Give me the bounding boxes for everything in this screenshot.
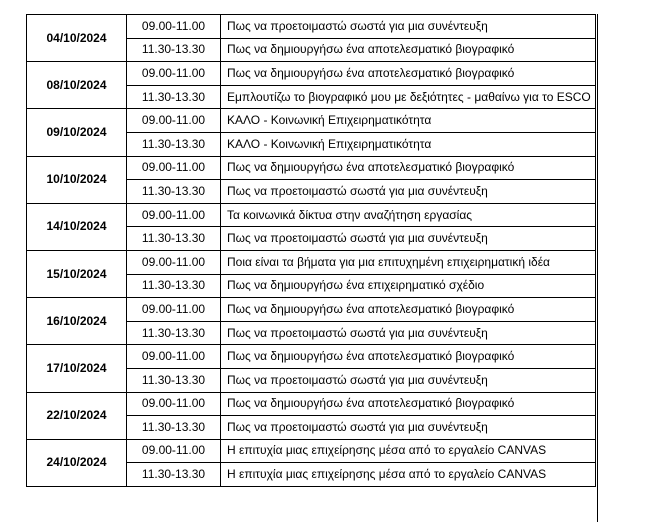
topic-cell: Πως να δημιουργήσω ένα επιχειρηματικό σχέδιο — [221, 274, 596, 298]
time-cell: 11.30-13.30 — [127, 321, 221, 345]
topic-cell: Πως να προετοιμαστώ σωστά για μια συνέντευξη — [221, 368, 596, 392]
time-cell: 11.30-13.30 — [127, 132, 221, 156]
topic-cell: Πως να προετοιμαστώ σωστά για μια συνέντευξη — [221, 321, 596, 345]
date-cell: 24/10/2024 — [27, 439, 127, 486]
topic-cell: Πως να δημιουργήσω ένα αποτελεσματικό βιογραφικό — [221, 392, 596, 416]
topic-cell: Πως να δημιουργήσω ένα αποτελεσματικό βιογραφικό — [221, 38, 596, 62]
table-row — [27, 298, 596, 322]
topic-cell: Πως να δημιουργήσω ένα αποτελεσματικό βιογραφικό — [221, 298, 596, 322]
date-cell: 04/10/2024 — [27, 15, 127, 62]
table-row — [27, 156, 596, 180]
date-cell: 22/10/2024 — [27, 392, 127, 439]
time-cell: 11.30-13.30 — [127, 38, 221, 62]
topic-cell: Πως να προετοιμαστώ σωστά για μια συνέντευξη — [221, 416, 596, 440]
time-cell: 11.30-13.30 — [127, 368, 221, 392]
topic-cell: Εμπλουτίζω το βιογραφικό μου με δεξιότητες - μαθαίνω για το ESCO — [221, 85, 596, 109]
time-cell: 09.00-11.00 — [127, 298, 221, 322]
time-cell: 09.00-11.00 — [127, 392, 221, 416]
topic-cell: Πως να προετοιμαστώ σωστά για μια συνέντευξη — [221, 180, 596, 204]
time-cell: 09.00-11.00 — [127, 109, 221, 133]
table-row — [27, 250, 596, 274]
table-row — [27, 345, 596, 369]
date-cell: 09/10/2024 — [27, 109, 127, 156]
topic-cell: Τα κοινωνικά δίκτυα στην αναζήτηση εργασίας — [221, 203, 596, 227]
table-row — [27, 203, 596, 227]
topic-cell: Η επιτυχία μιας επιχείρησης μέσα από το εργαλείο CANVAS — [221, 439, 596, 463]
table-row — [27, 62, 596, 86]
schedule-table — [26, 14, 596, 487]
date-cell: 17/10/2024 — [27, 345, 127, 392]
topic-cell: Πως να δημιουργήσω ένα αποτελεσματικό βιογραφικό — [221, 345, 596, 369]
time-cell: 09.00-11.00 — [127, 203, 221, 227]
schedule-body — [27, 15, 596, 487]
time-cell: 11.30-13.30 — [127, 463, 221, 487]
time-cell: 09.00-11.00 — [127, 345, 221, 369]
time-cell: 11.30-13.30 — [127, 85, 221, 109]
topic-cell: Πως να προετοιμαστώ σωστά για μια συνέντευξη — [221, 15, 596, 39]
time-cell: 09.00-11.00 — [127, 439, 221, 463]
time-cell: 11.30-13.30 — [127, 227, 221, 251]
table-row — [27, 109, 596, 133]
date-cell: 16/10/2024 — [27, 298, 127, 345]
time-cell: 09.00-11.00 — [127, 15, 221, 39]
date-cell: 14/10/2024 — [27, 203, 127, 250]
topic-cell: ΚΑΛΟ - Κοινωνική Επιχειρηματικότητα — [221, 132, 596, 156]
table-row — [27, 392, 596, 416]
topic-cell: Η επιτυχία μιας επιχείρησης μέσα από το εργαλείο CANVAS — [221, 463, 596, 487]
topic-cell: Πως να δημιουργήσω ένα αποτελεσματικό βιογραφικό — [221, 62, 596, 86]
time-cell: 09.00-11.00 — [127, 250, 221, 274]
time-cell: 11.30-13.30 — [127, 180, 221, 204]
time-cell: 11.30-13.30 — [127, 274, 221, 298]
topic-cell: Πως να δημιουργήσω ένα αποτελεσματικό βιογραφικό — [221, 156, 596, 180]
topic-cell: Πως να προετοιμαστώ σωστά για μια συνέντευξη — [221, 227, 596, 251]
date-cell: 08/10/2024 — [27, 62, 127, 109]
date-cell: 10/10/2024 — [27, 156, 127, 203]
date-cell: 15/10/2024 — [27, 250, 127, 297]
table-row — [27, 439, 596, 463]
page-edge-divider — [597, 14, 598, 522]
table-row — [27, 15, 596, 39]
time-cell: 09.00-11.00 — [127, 156, 221, 180]
time-cell: 09.00-11.00 — [127, 62, 221, 86]
topic-cell: ΚΑΛΟ - Κοινωνική Επιχειρηματικότητα — [221, 109, 596, 133]
time-cell: 11.30-13.30 — [127, 416, 221, 440]
topic-cell: Ποια είναι τα βήματα για μια επιτυχημένη επιχειρηματική ιδέα — [221, 250, 596, 274]
